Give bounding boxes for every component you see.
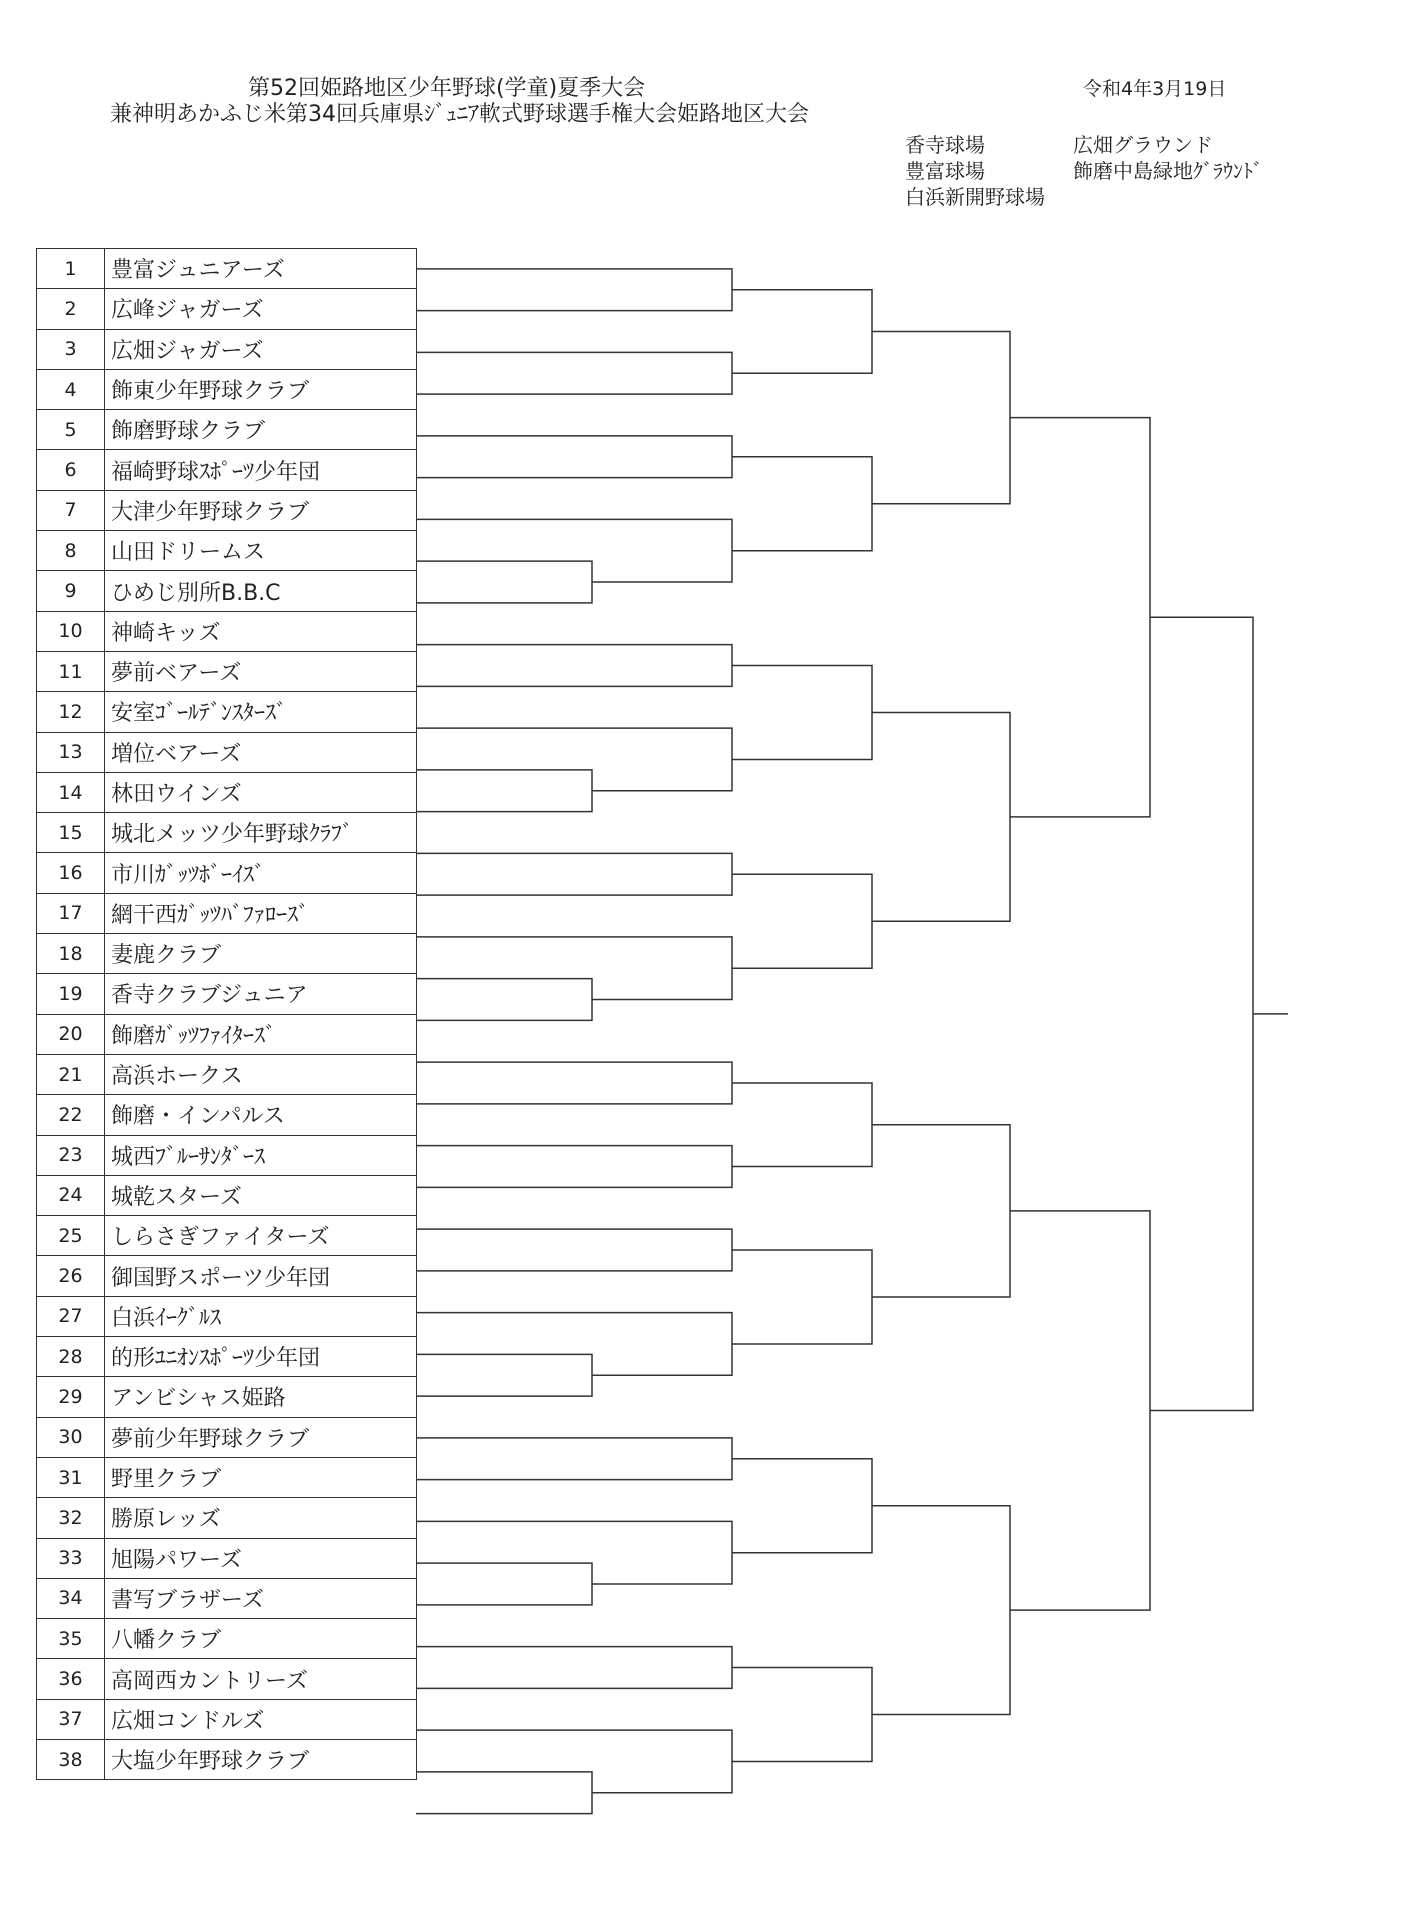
team-number: 6	[37, 450, 105, 490]
bracket-connector	[416, 269, 732, 311]
team-number: 32	[37, 1498, 105, 1538]
team-number: 10	[37, 611, 105, 651]
bracket-connector	[416, 979, 592, 1021]
venue-shirahama: 白浜新開野球場	[905, 185, 1045, 209]
team-name: 旭陽パワーズ	[105, 1538, 417, 1578]
team-number: 30	[37, 1417, 105, 1457]
bracket-connector	[732, 666, 872, 760]
team-name: 高浜ホークス	[105, 1054, 417, 1094]
team-name: 安室ｺﾞｰﾙﾃﾞﾝｽﾀｰｽﾞ	[105, 692, 417, 732]
team-name: 白浜ｲｰｸﾞﾙｽ	[105, 1296, 417, 1336]
team-name: 妻鹿クラブ	[105, 934, 417, 974]
team-name: ひめじ別所B.B.C	[105, 571, 417, 611]
team-name: 増位ベアーズ	[105, 732, 417, 772]
team-number: 17	[37, 893, 105, 933]
team-number: 20	[37, 1014, 105, 1054]
team-number: 25	[37, 1216, 105, 1256]
team-number: 7	[37, 490, 105, 530]
team-name: 市川ｶﾞｯﾂﾎﾞｰｲｽﾞ	[105, 853, 417, 893]
team-name: 的形ﾕﾆｵﾝｽﾎﾟｰﾂ少年団	[105, 1337, 417, 1377]
team-name: 香寺クラブジュニア	[105, 974, 417, 1014]
venue-hirohata: 広畑グラウンド	[1073, 133, 1213, 157]
bracket-connector	[1010, 1211, 1150, 1610]
bracket-connector	[416, 1229, 732, 1271]
bracket-connector	[416, 352, 732, 394]
bracket-connector	[872, 332, 1010, 504]
team-number: 18	[37, 934, 105, 974]
team-number: 24	[37, 1175, 105, 1215]
bracket-connector	[416, 645, 732, 687]
bracket-connector	[732, 1668, 872, 1762]
tournament-title: 第52回姫路地区少年野球(学童)夏季大会	[248, 76, 646, 101]
bracket-connector	[416, 1772, 592, 1814]
team-name: 山田ドリームス	[105, 531, 417, 571]
bracket-connector	[1150, 617, 1253, 1410]
bracket-connector	[416, 1563, 592, 1605]
tournament-subtitle: 兼神明あかふじ米第34回兵庫県ｼﾞｭﾆｱ軟式野球選手権大会姫路地区大会	[110, 102, 809, 127]
team-number: 29	[37, 1377, 105, 1417]
team-name: 神崎キッズ	[105, 611, 417, 651]
team-name: 飾磨・インパルス	[105, 1095, 417, 1135]
team-number: 21	[37, 1054, 105, 1094]
team-name: 林田ウインズ	[105, 772, 417, 812]
team-name: 城北メッツ少年野球ｸﾗﾌﾞ	[105, 813, 417, 853]
team-number: 11	[37, 651, 105, 691]
team-number: 2	[37, 289, 105, 329]
bracket-connector	[416, 728, 732, 791]
team-number: 1	[37, 249, 105, 289]
bracket-connector	[732, 1459, 872, 1553]
venue-shikama-nakajima: 飾磨中島緑地ｸﾞﾗｳﾝﾄﾞ	[1073, 159, 1263, 183]
venue-kodera: 香寺球場	[905, 133, 985, 157]
team-number: 5	[37, 410, 105, 450]
team-name: 御国野スポーツ少年団	[105, 1256, 417, 1296]
team-number: 35	[37, 1619, 105, 1659]
bracket-connector	[416, 436, 732, 478]
team-name: 城西ﾌﾞﾙｰｻﾝﾀﾞｰｽ	[105, 1135, 417, 1175]
bracket-connector	[872, 712, 1010, 921]
bracket-connector	[732, 457, 872, 551]
team-number: 28	[37, 1337, 105, 1377]
team-number: 27	[37, 1296, 105, 1336]
team-name: 八幡クラブ	[105, 1619, 417, 1659]
bracket-connector	[732, 1083, 872, 1167]
bracket-connector	[416, 1146, 732, 1188]
team-number: 3	[37, 329, 105, 369]
team-name: 飾磨野球クラブ	[105, 410, 417, 450]
bracket-connector	[1010, 418, 1150, 817]
bracket-connector	[416, 770, 592, 812]
team-number: 19	[37, 974, 105, 1014]
bracket-connector	[732, 290, 872, 374]
team-name: 広畑ジャガーズ	[105, 329, 417, 369]
team-number: 37	[37, 1699, 105, 1739]
team-name: 勝原レッズ	[105, 1498, 417, 1538]
tournament-date: 令和4年3月19日	[1083, 78, 1227, 100]
team-name: 高岡西カントリーズ	[105, 1659, 417, 1699]
team-name: 野里クラブ	[105, 1457, 417, 1497]
team-name: アンビシャス姫路	[105, 1377, 417, 1417]
team-number: 31	[37, 1457, 105, 1497]
team-name: 夢前少年野球クラブ	[105, 1417, 417, 1457]
team-name: 福崎野球ｽﾎﾟｰﾂ少年団	[105, 450, 417, 490]
venue-toyotomi: 豊富球場	[905, 159, 985, 183]
bracket-connector	[732, 874, 872, 968]
team-number: 36	[37, 1659, 105, 1699]
team-name: 広峰ジャガーズ	[105, 289, 417, 329]
bracket-connector	[416, 1438, 732, 1480]
bracket-connector	[872, 1125, 1010, 1297]
team-name: 飾東少年野球クラブ	[105, 369, 417, 409]
team-number: 34	[37, 1578, 105, 1618]
team-number: 13	[37, 732, 105, 772]
team-number: 9	[37, 571, 105, 611]
bracket-connector	[416, 1313, 732, 1376]
team-number: 23	[37, 1135, 105, 1175]
bracket-connector	[416, 1062, 732, 1104]
team-number: 26	[37, 1256, 105, 1296]
bracket-connector	[416, 1354, 592, 1396]
bracket-connector	[416, 561, 592, 603]
team-name: 大塩少年野球クラブ	[105, 1739, 417, 1779]
team-name: 豊富ジュニアーズ	[105, 249, 417, 289]
team-number: 15	[37, 813, 105, 853]
team-number: 38	[37, 1739, 105, 1779]
team-number: 8	[37, 531, 105, 571]
team-name: 網干西ｶﾞｯﾂﾊﾞﾌｧﾛｰｽﾞ	[105, 893, 417, 933]
team-name: 夢前ベアーズ	[105, 651, 417, 691]
bracket-connector	[872, 1506, 1010, 1715]
team-name: しらさぎファイターズ	[105, 1216, 417, 1256]
bracket-connector	[732, 1250, 872, 1344]
team-number: 14	[37, 772, 105, 812]
bracket-connector	[416, 1730, 732, 1793]
team-number: 22	[37, 1095, 105, 1135]
team-number: 16	[37, 853, 105, 893]
team-number: 12	[37, 692, 105, 732]
team-number: 33	[37, 1538, 105, 1578]
bracket-connector	[416, 1647, 732, 1689]
team-name: 書写ブラザーズ	[105, 1578, 417, 1618]
team-name: 城乾スターズ	[105, 1175, 417, 1215]
bracket-connector	[416, 853, 732, 895]
bracket-connector	[416, 1521, 732, 1584]
team-name: 飾磨ｶﾞｯﾂﾌｧｲﾀｰｽﾞ	[105, 1014, 417, 1054]
bracket-connector	[416, 519, 732, 582]
team-name: 大津少年野球クラブ	[105, 490, 417, 530]
team-number: 4	[37, 369, 105, 409]
bracket-connector	[416, 937, 732, 1000]
team-name: 広畑コンドルズ	[105, 1699, 417, 1739]
